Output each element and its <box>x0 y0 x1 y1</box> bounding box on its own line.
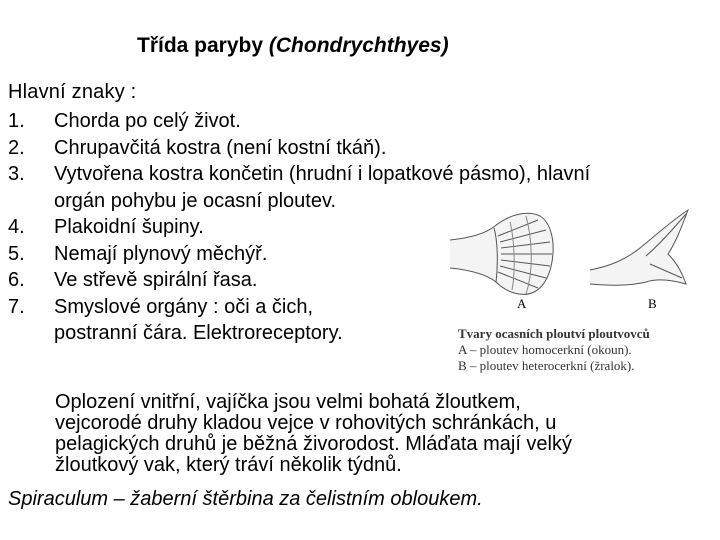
list-item <box>8 135 590 162</box>
list-item <box>8 108 590 135</box>
list-text: Ve střevě spirální řasa. <box>54 269 258 291</box>
list-number: 7. <box>8 295 25 318</box>
list-number: 4. <box>8 216 25 238</box>
title-prefix: Třída paryby <box>137 34 269 57</box>
list-text: Vytvořena kostra končetin (hrudní i lopatkové pásmo), hlavní orgán pohybu je ocasní ploutev. <box>54 163 591 212</box>
list-text: Chorda po celý život. <box>54 110 241 132</box>
list-number: 2. <box>8 136 25 159</box>
list-text: Smyslové orgány : oči a čich, postranní čára. Elektroreceptory. <box>54 295 343 344</box>
figure-caption <box>458 326 696 374</box>
list-text: Chrupavčitá kostra (není kostní tkáň). <box>54 136 387 159</box>
list-number: 6. <box>8 269 25 291</box>
heterocercal-fin-drawing <box>590 210 688 285</box>
list-text: Plakoidní šupiny. <box>54 216 204 238</box>
list-number: 1. <box>8 110 25 132</box>
title-latin: (Chondrychthyes) <box>268 34 449 57</box>
intro-heading: Hlavní znaky : <box>8 81 137 103</box>
homocercal-fin-drawing <box>450 213 553 294</box>
page-title <box>137 34 449 58</box>
list-text: Nemají plynový měchýř. <box>54 242 268 265</box>
figure-label-b: B <box>648 296 657 311</box>
tail-fin-figure <box>450 208 696 388</box>
caption-title: Tvary ocasních ploutví ploutvovců <box>458 326 650 341</box>
figure-label-a: A <box>517 296 527 311</box>
caption-line-b: B – ploutev heterocerkní (žralok). <box>458 358 635 373</box>
list-number: 3. <box>8 163 25 185</box>
caption-line-a: A – ploutev homocerkní (okoun). <box>458 342 632 357</box>
list-number: 5. <box>8 242 25 265</box>
spiraculum-note: Spiraculum – žaberní štěrbina za čelistním obloukem. <box>8 488 483 510</box>
tail-fin-illustration <box>450 208 696 318</box>
list-item <box>8 161 590 214</box>
reproduction-paragraph: Oplození vnitřní, vajíčka jsou velmi bohatá žloutkem, vejcorodé druhy kladou vejce v rohovitých schránkách, u pelagických druhů je běžná živorodost. Mláďata mají velký žloutkový vak, který tráví několik týdnů. <box>55 391 572 476</box>
